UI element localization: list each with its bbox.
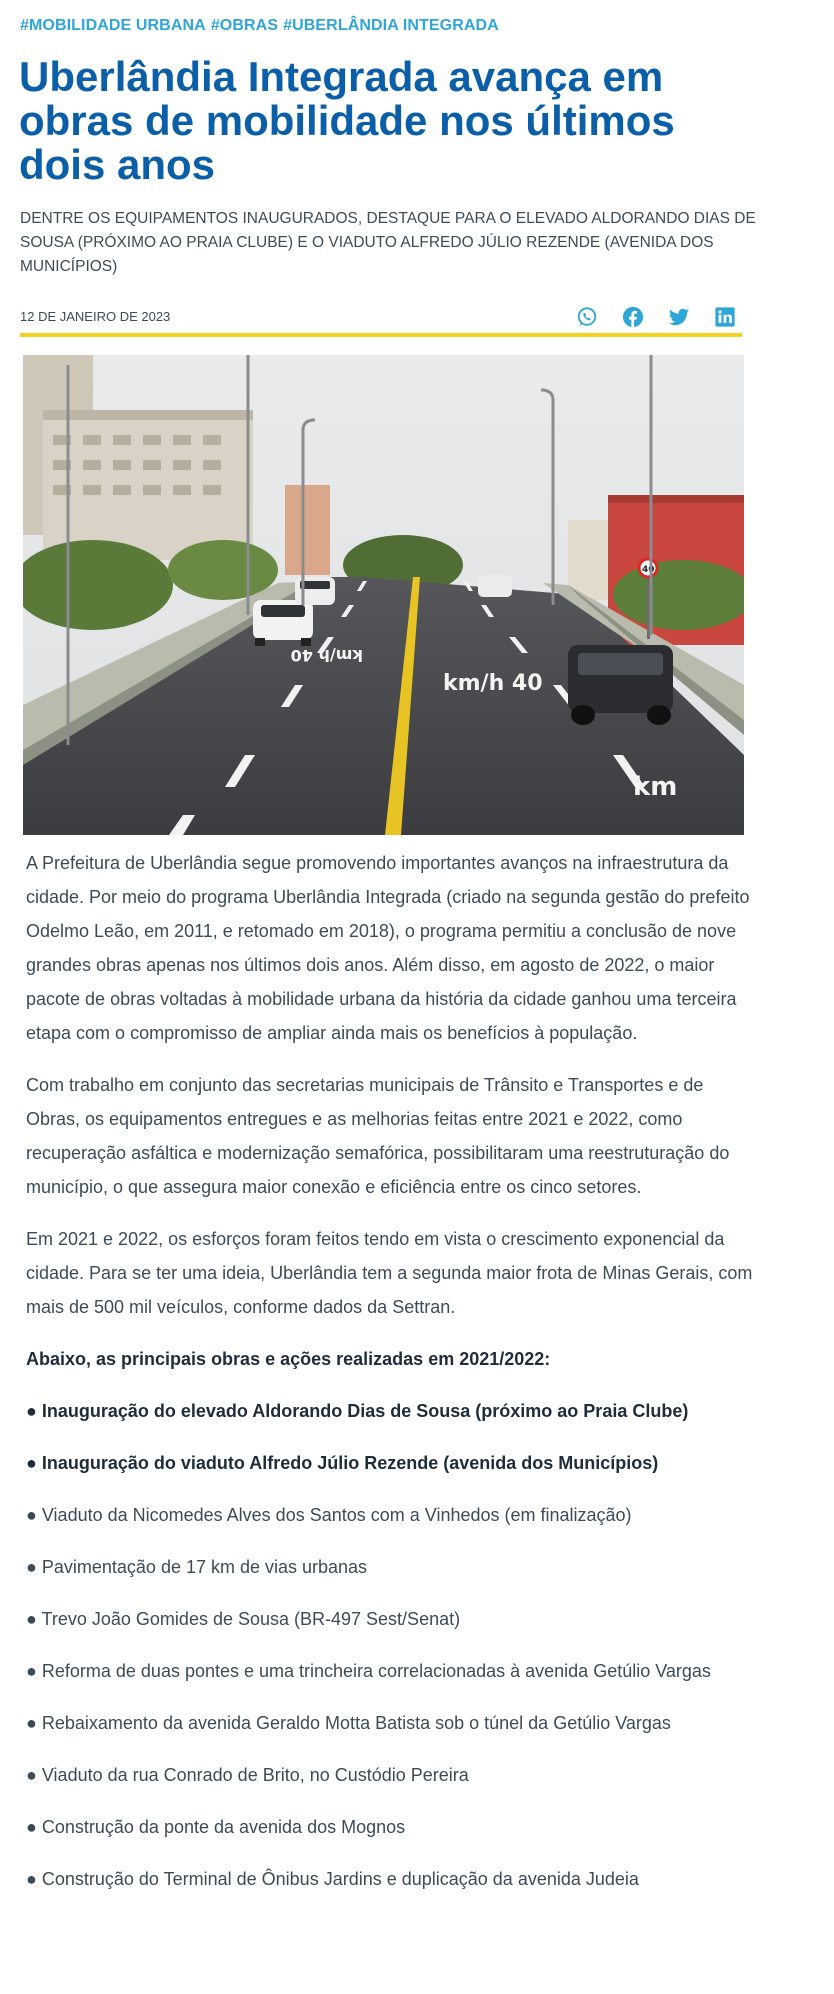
page-title: Uberlândia Integrada avança em obras de mobilidade nos últimos dois anos bbox=[19, 53, 675, 188]
car-white-far bbox=[295, 577, 335, 605]
share-twitter-button[interactable] bbox=[666, 304, 692, 330]
paragraph-1: A Prefeitura de Uberlândia segue promovendo importantes avanços na infraestrutura da cidade. Por meio do programa Uberlândia Integrada (criado na segunda gestão do prefeito Odelmo Leão, em 2011, e retomado em 2018), o programa permitiu a conclusão de nove grandes obras apenas nos últimos dois anos. Além disso, em agosto de 2022, o maior pacote de obras voltadas à mobilidade urbana da história da cidade ganhou uma terceira etapa com o compromisso de ampliar ainda mais os benefícios à população. bbox=[26, 853, 750, 1043]
car-dark-suv bbox=[568, 645, 673, 725]
article-body bbox=[26, 846, 756, 1914]
tag-mobilidade-urbana[interactable]: #MOBILIDADE URBANA bbox=[20, 17, 206, 34]
car-white-right bbox=[478, 575, 512, 597]
car-white-left bbox=[253, 600, 313, 646]
paragraph-2: Com trabalho em conjunto das secretarias municipais de Trânsito e Transportes e de Obras, os equipamentos entregues e as melhorias feitas entre 2021 e 2022, como recuperação asfáltica e modernização semafórica, possibilitaram uma reestruturação do município, o que assegura maior conexão e eficiência entre os cinco setores. bbox=[26, 1075, 730, 1197]
divider-rule bbox=[20, 333, 742, 337]
list-item-9: ● Construção da ponte da avenida dos Mognos bbox=[26, 1817, 406, 1837]
linkedin-icon bbox=[714, 306, 736, 328]
list-heading: Abaixo, as principais obras e ações realizadas em 2021/2022: bbox=[26, 1349, 551, 1369]
paragraph-3: Em 2021 e 2022, os esforços foram feitos tendo em vista o crescimento exponencial da cidade. Para se ter uma ideia, Uberlândia tem a segunda maior frota de Minas Gerais, com mais de 500 mil veículos, conforme dados da Settran. bbox=[26, 1229, 753, 1317]
speed-limit-sign: 40 bbox=[642, 565, 655, 575]
list-item-6: ● Reforma de duas pontes e uma trincheira correlacionadas à avenida Getúlio Vargas bbox=[26, 1661, 711, 1681]
svg-text:km: km bbox=[633, 772, 678, 802]
article-subtitle: DENTRE OS EQUIPAMENTOS INAUGURADOS, DESTAQUE PARA O ELEVADO ALDORANDO DIAS DE SOUSA (PRÓXIMO AO PRAIA CLUBE) E O VIADUTO ALFREDO JÚLIO REZENDE (AVENIDA DOS MUNICÍPIOS) bbox=[20, 210, 756, 275]
share-buttons bbox=[574, 304, 738, 330]
svg-text:km/h 40: km/h 40 bbox=[290, 646, 363, 665]
whatsapp-icon bbox=[576, 306, 598, 328]
share-whatsapp-button[interactable] bbox=[574, 304, 600, 330]
share-facebook-button[interactable] bbox=[620, 304, 646, 330]
list-item-7: ● Rebaixamento da avenida Geraldo Motta Batista sob o túnel da Getúlio Vargas bbox=[26, 1713, 671, 1733]
list-item-4: ● Pavimentação de 17 km de vias urbanas bbox=[26, 1557, 368, 1577]
list-item-8: ● Viaduto da rua Conrado de Brito, no Custódio Pereira bbox=[26, 1765, 469, 1785]
list-item-1: ● Inauguração do elevado Aldorando Dias de Sousa (próximo ao Praia Clube) bbox=[26, 1401, 689, 1421]
hero-image bbox=[23, 355, 744, 835]
tag-uberlandia-integrada[interactable]: #UBERLÂNDIA INTEGRADA bbox=[283, 17, 499, 34]
twitter-icon bbox=[668, 306, 690, 328]
facebook-icon bbox=[622, 306, 644, 328]
tag-list bbox=[20, 17, 504, 35]
list-item-10: ● Construção do Terminal de Ônibus Jardins e duplicação da avenida Judeia bbox=[26, 1869, 639, 1889]
share-linkedin-button[interactable] bbox=[712, 304, 738, 330]
publish-date: 12 DE JANEIRO DE 2023 bbox=[20, 309, 171, 324]
list-item-3: ● Viaduto da Nicomedes Alves dos Santos com a Vinhedos (em finalização) bbox=[26, 1505, 632, 1525]
road-speed-marking: km/h 40 bbox=[443, 671, 543, 696]
list-item-5: ● Trevo João Gomides de Sousa (BR-497 Sest/Senat) bbox=[26, 1609, 461, 1629]
tag-obras[interactable]: #OBRAS bbox=[210, 17, 279, 34]
list-item-2: ● Inauguração do viaduto Alfredo Júlio Rezende (avenida dos Municípios) bbox=[26, 1453, 659, 1473]
road-overpass-photo bbox=[23, 355, 744, 835]
